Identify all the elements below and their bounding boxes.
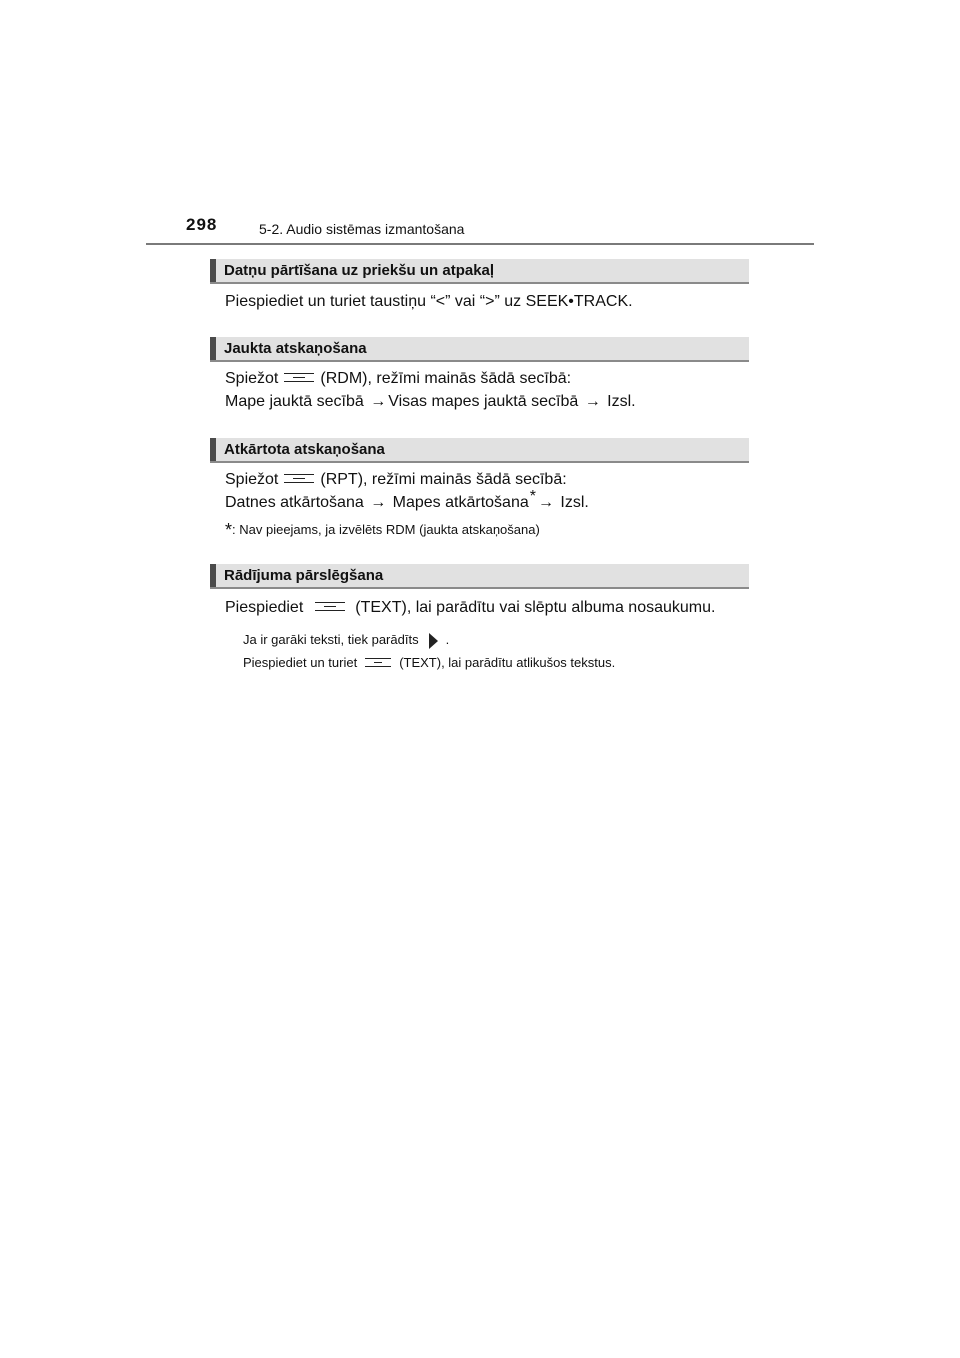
footnote-marker: * <box>529 488 536 505</box>
seq-item: Datnes atkārtošana <box>225 494 364 511</box>
arrow-icon: → <box>370 494 387 511</box>
repeat-sequence <box>225 488 589 513</box>
repeat-pre: Spiežot <box>225 471 279 488</box>
seq-item: Izsl. <box>607 393 636 410</box>
chapter-title: 5-2. Audio sistēmas izmantošana <box>259 221 465 237</box>
preset-button-icon <box>284 474 314 483</box>
preset-button-icon <box>315 602 345 611</box>
section-title: Datņu pārtīšana uz priekšu un atpakaļ <box>224 262 495 279</box>
seq-item: Mapes atkārtošana <box>392 494 529 511</box>
seq-item: Izsl. <box>560 494 589 511</box>
section-bar-random-playback <box>210 337 749 362</box>
random-post: (RDM), režīmi mainās šādā secībā: <box>320 370 572 387</box>
arrow-icon: → <box>584 393 601 410</box>
fast-forward-instruction: Piespiediet un turiet taustiņu “<” vai “>” uz SEEK•TRACK. <box>225 293 633 310</box>
play-triangle-icon <box>429 633 438 649</box>
section-title: Atkārtota atskaņošana <box>224 441 385 458</box>
footnote-star: * <box>225 520 233 540</box>
random-instruction <box>225 369 571 389</box>
note-pre: Piespiediet un turiet <box>243 655 358 670</box>
header-rule <box>146 243 814 245</box>
arrow-icon: → <box>370 393 387 410</box>
long-text-note <box>243 632 449 649</box>
preset-button-icon <box>365 658 391 667</box>
preset-button-icon <box>284 373 314 382</box>
arrow-icon: → <box>537 494 554 511</box>
footnote <box>225 522 540 538</box>
random-sequence <box>225 392 636 412</box>
section-title: Jaukta atskaņošana <box>224 340 367 357</box>
note-post: (TEXT), lai parādītu atlikušos tekstus. <box>399 655 616 670</box>
repeat-instruction <box>225 470 567 490</box>
page-number: 298 <box>186 215 218 234</box>
seq-item: Mape jauktā secībā <box>225 393 364 410</box>
repeat-post: (RPT), režīmi mainās šādā secībā: <box>320 471 567 488</box>
section-bar-fast-forward <box>210 259 749 284</box>
display-post: (TEXT), lai parādītu vai slēptu albuma nosaukumu. <box>355 599 716 616</box>
random-pre: Spiežot <box>225 370 279 387</box>
section-title: Rādījuma pārslēgšana <box>224 567 384 584</box>
display-pre: Piespiediet <box>225 599 304 616</box>
section-bar-repeat-playback <box>210 438 749 463</box>
seq-item: Visas mapes jauktā secībā <box>388 393 579 410</box>
note-post: . <box>445 632 450 647</box>
display-instruction <box>225 598 715 618</box>
section-bar-display-switch <box>210 564 749 589</box>
note-pre: Ja ir garāki teksti, tiek parādīts <box>243 632 419 647</box>
remaining-text-note <box>243 655 615 671</box>
footnote-text: : Nav pieejams, ja izvēlēts RDM (jaukta atskaņošana) <box>232 522 540 537</box>
